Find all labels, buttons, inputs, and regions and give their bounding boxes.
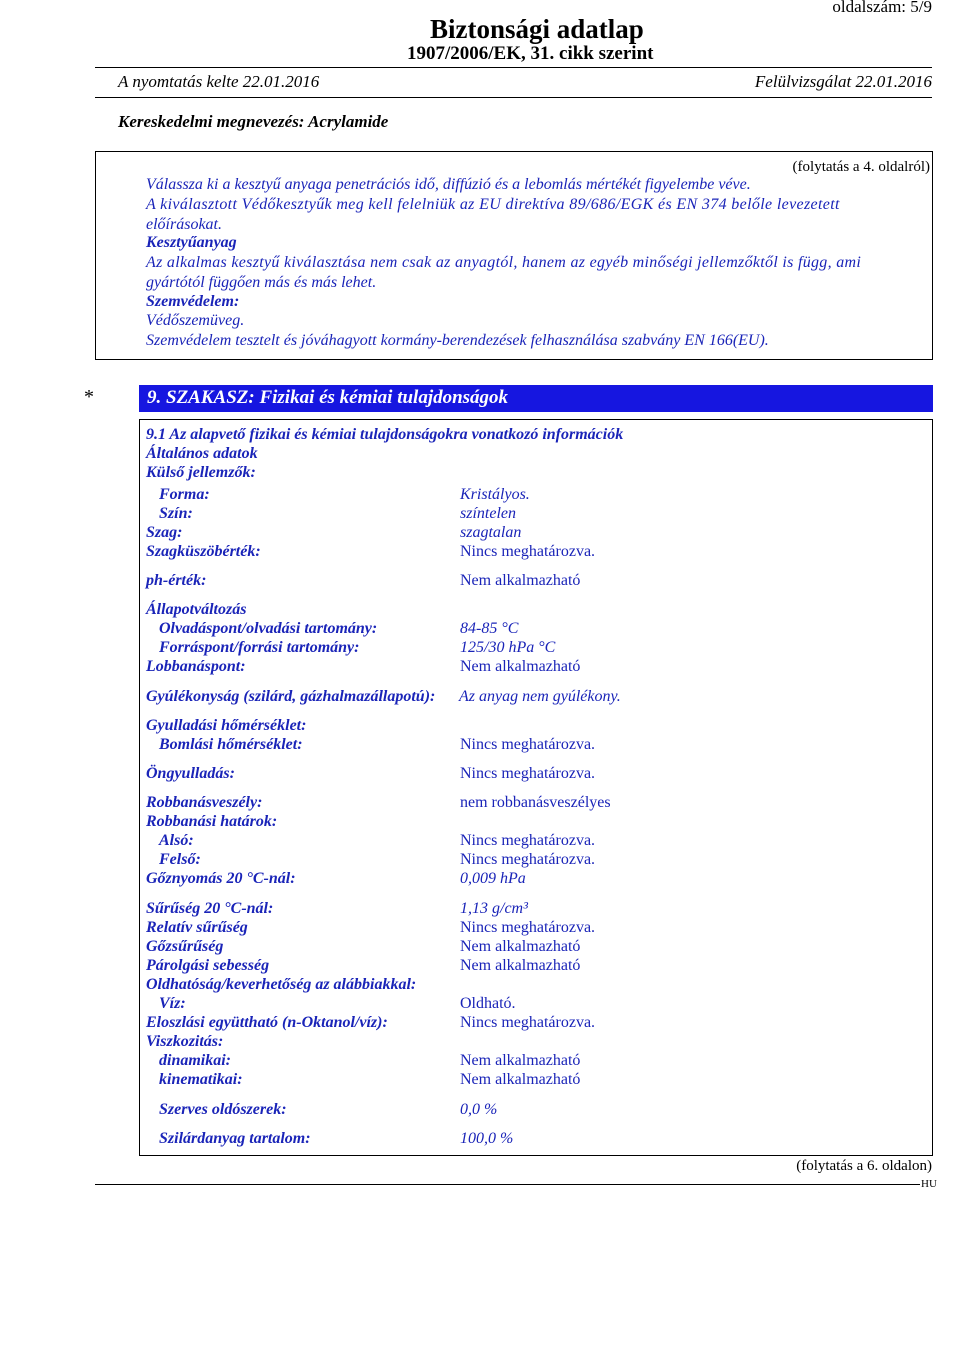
- lower-limit-label: Alsó:: [159, 832, 194, 849]
- evaporation-rate-value: Nem alkalmazható: [460, 957, 581, 974]
- vapour-pressure-label: Gőznyomás 20 °C-nál:: [146, 870, 296, 887]
- eye-text-2: Szemvédelem tesztelt és jóváhagyott kormány-berendezések felhasználása szabvány EN 166(EU).: [146, 332, 769, 349]
- partition-coefficient-label: Eloszlási együttható (n-Oktanol/víz):: [146, 1014, 388, 1031]
- general-info-heading: Általános adatok: [146, 445, 258, 462]
- melting-label: Olvadáspont/olvadási tartomány:: [159, 620, 378, 637]
- vapour-density-value: Nem alkalmazható: [460, 938, 581, 955]
- upper-limit-label: Felső:: [159, 851, 201, 868]
- flammability-label: Gyúlékonyság (szilárd, gázhalmazállapotú):: [146, 688, 436, 705]
- page-number: oldalszám: 5/9: [832, 0, 932, 16]
- print-date: A nyomtatás kelte 22.01.2016: [118, 72, 320, 91]
- dynamic-viscosity-value: Nem alkalmazható: [460, 1052, 581, 1069]
- document-title: Biztonsági adatlap: [430, 14, 644, 44]
- kinematic-viscosity-value: Nem alkalmazható: [460, 1071, 581, 1088]
- ph-label: ph-érték:: [146, 572, 207, 589]
- header-rule: [95, 67, 932, 68]
- section-9-title: 9. SZAKASZ: Fizikai és kémiai tulajdonságok: [147, 387, 509, 408]
- decomposition-value: Nincs meghatározva.: [460, 736, 596, 753]
- language-code: HU: [921, 1178, 937, 1190]
- organic-solvents-value: 0,0 %: [460, 1101, 498, 1118]
- dynamic-viscosity-label: dinamikai:: [159, 1052, 232, 1069]
- ph-value: Nem alkalmazható: [460, 572, 581, 589]
- section-9-box: [139, 419, 933, 1156]
- eye-text-1: Védőszemüveg.: [146, 312, 245, 329]
- organic-solvents-label: Szerves oldószerek:: [159, 1101, 287, 1118]
- melting-value: 84-85 °C: [460, 620, 519, 637]
- odor-label: Szag:: [146, 524, 183, 541]
- upper-limit-value: Nincs meghatározva.: [460, 851, 596, 868]
- odor-threshold-label: Szagküszöbérték:: [146, 543, 261, 560]
- glove-text-2: A kiválasztott Védőkesztyűk meg kell felelniük az EU direktíva 89/686/EGK és EN 374 belőle levezetett: [146, 196, 840, 213]
- lower-limit-value: Nincs meghatározva.: [460, 832, 596, 849]
- revision-marker: *: [84, 386, 94, 408]
- revision-date: Felülvizsgálat 22.01.2016: [754, 72, 932, 91]
- form-value: Kristályos.: [460, 486, 530, 503]
- relative-density-value: Nincs meghatározva.: [460, 919, 596, 936]
- odor-threshold-value: Nincs meghatározva.: [460, 543, 596, 560]
- evaporation-rate-label: Párolgási sebesség: [146, 957, 270, 974]
- density-label: Sűrűség 20 °C-nál:: [146, 900, 274, 917]
- color-label: Szín:: [159, 505, 193, 522]
- odor-value: szagtalan: [460, 524, 522, 541]
- density-value: 1,13 g/cm³: [460, 900, 528, 917]
- boiling-label: Forráspont/forrási tartomány:: [159, 639, 360, 656]
- continued-from-note: (folytatás a 4. oldalról): [792, 159, 930, 175]
- flash-point-value: Nem alkalmazható: [460, 658, 581, 675]
- flammability-value: Az anyag nem gyúlékony.: [459, 688, 621, 705]
- ignition-temp-label: Gyulladási hőmérséklet:: [146, 717, 307, 734]
- form-label: Forma:: [159, 486, 210, 503]
- solubility-heading: Oldhatóság/keverhetőség az alábbiakkal:: [146, 976, 417, 993]
- viscosity-heading: Viszkozitás:: [146, 1033, 224, 1050]
- decomposition-label: Bomlási hőmérséklet:: [159, 736, 303, 753]
- relative-density-label: Relatív sűrűség: [146, 919, 248, 936]
- explosion-hazard-label: Robbanásveszély:: [146, 794, 263, 811]
- solids-content-value: 100,0 %: [460, 1130, 514, 1147]
- color-value: színtelen: [460, 505, 516, 522]
- water-value: Oldható.: [460, 995, 516, 1012]
- flash-point-label: Lobbanáspont:: [146, 658, 246, 675]
- sub-heading-9-1: 9.1 Az alapvető fizikai és kémiai tulajdonságokra vonatkozó információk: [146, 426, 624, 443]
- header-rule-2: [95, 97, 932, 98]
- glove-text-4: Az alkalmas kesztyű kiválasztása nem csak az anyagtól, hanem az egyéb minőségi jellemzőktől is függ, ami: [146, 254, 862, 271]
- self-ignition-label: Öngyulladás:: [146, 765, 235, 782]
- glove-text-3: előírásokat.: [146, 216, 222, 233]
- water-label: Víz:: [159, 995, 186, 1012]
- continued-to-note: (folytatás a 6. oldalon): [796, 1158, 932, 1174]
- solids-content-label: Szilárdanyag tartalom:: [159, 1130, 311, 1147]
- vapour-density-label: Gőzsűrűség: [146, 938, 224, 955]
- footer-rule-left: [95, 1184, 920, 1185]
- boiling-value: 125/30 hPa °C: [460, 639, 556, 656]
- trade-name: Kereskedelmi megnevezés: Acrylamide: [118, 112, 389, 131]
- eye-protection-heading: Szemvédelem:: [146, 293, 240, 310]
- glove-text-1: Válassza ki a kesztyű anyaga penetrációs idő, diffúzió és a lebomlás mértékét figyelembe véve.: [146, 176, 751, 193]
- section-9-heading-bar: [139, 385, 933, 412]
- self-ignition-value: Nincs meghatározva.: [460, 765, 596, 782]
- partition-coefficient-value: Nincs meghatározva.: [460, 1014, 596, 1031]
- glove-material-heading: Kesztyűanyag: [146, 234, 237, 251]
- glove-text-5: gyártótól függően más és más lehet.: [146, 274, 377, 291]
- state-change-heading: Állapotváltozás: [146, 601, 247, 618]
- appearance-heading: Külső jellemzők:: [146, 464, 256, 481]
- explosion-limits-heading: Robbanási határok:: [146, 813, 278, 830]
- vapour-pressure-value: 0,009 hPa: [460, 870, 526, 887]
- document-subtitle: 1907/2006/EK, 31. cikk szerint: [407, 43, 654, 64]
- kinematic-viscosity-label: kinematikai:: [159, 1071, 243, 1088]
- continued-section-box: [95, 151, 933, 360]
- explosion-hazard-value: nem robbanásveszélyes: [460, 794, 611, 811]
